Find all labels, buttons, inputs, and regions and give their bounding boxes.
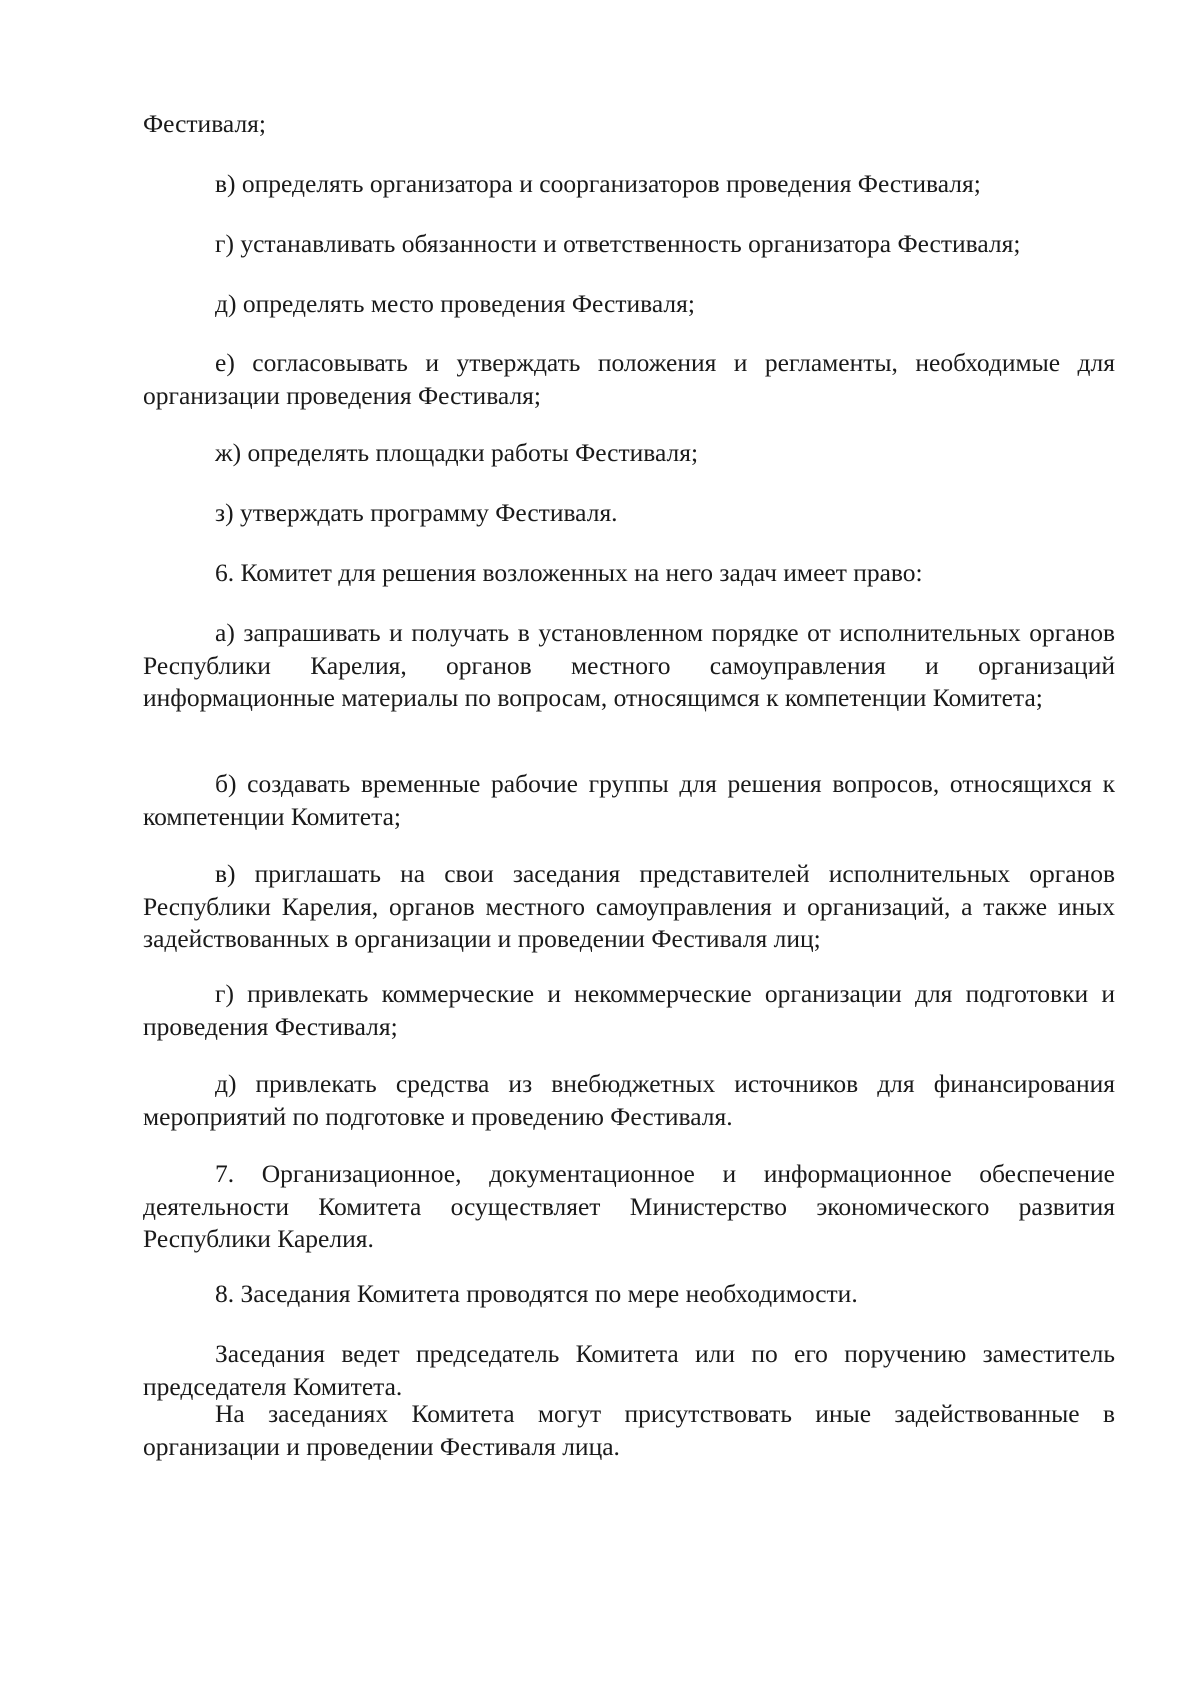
paragraph-section-8: 8. Заседания Комитета проводятся по мере необходимости. (215, 1279, 858, 1308)
paragraph-section-7: 7. Организационное, документационное и информационное обеспечение деятельности Комитета осуществляет Министерство экономического развития Республики Карелия. (143, 1159, 1115, 1253)
paragraph-item-e-regulations: е) согласовывать и утверждать положения и регламенты, необходимые для организации проведения Фестиваля; (143, 348, 1115, 410)
paragraph-section-6: 6. Комитет для решения возложенных на него задач имеет право: (215, 558, 923, 587)
paragraph-item-g-duties: г) устанавливать обязанности и ответственность организатора Фестиваля; (215, 229, 1021, 258)
paragraph-item-z-program: з) утверждать программу Фестиваля. (215, 498, 618, 527)
paragraph-item-d-funds: д) привлекать средства из внебюджетных источников для финансирования мероприятий по подготовке и проведению Фестиваля. (143, 1069, 1115, 1131)
paragraph-chairman: Заседания ведет председатель Комитета или по его поручению заместитель председателя Комитета. (143, 1339, 1115, 1401)
paragraph-item-g-attract: г) привлекать коммерческие и некоммерческие организации для подготовки и проведения Фестиваля; (143, 979, 1115, 1041)
paragraph-attendees: На заседаниях Комитета могут присутствовать иные задействованные в организации и проведении Фестиваля лица. (143, 1399, 1115, 1461)
paragraph-item-v-organizers: в) определять организатора и соорганизаторов проведения Фестиваля; (215, 169, 981, 198)
paragraph-item-b-workgroups: б) создавать временные рабочие группы для решения вопросов, относящихся к компетенции Комитета; (143, 769, 1115, 831)
paragraph-item-zh-sites: ж) определять площадки работы Фестиваля; (215, 438, 699, 467)
paragraph-item-v-invite: в) приглашать на свои заседания представителей исполнительных органов Республики Карелия, органов местного самоуправления и организаций, а также иных задействованных в организации и проведении Фестиваля лиц; (143, 859, 1115, 953)
paragraph-item-a-request: а) запрашивать и получать в установленном порядке от исполнительных органов Республики Карелия, органов местного самоуправления и организаций информационные материалы по вопросам, относящимся к компетенции Комитета; (143, 618, 1115, 712)
paragraph-continuation: Фестиваля; (143, 109, 266, 138)
paragraph-item-d-venue: д) определять место проведения Фестиваля; (215, 289, 695, 318)
